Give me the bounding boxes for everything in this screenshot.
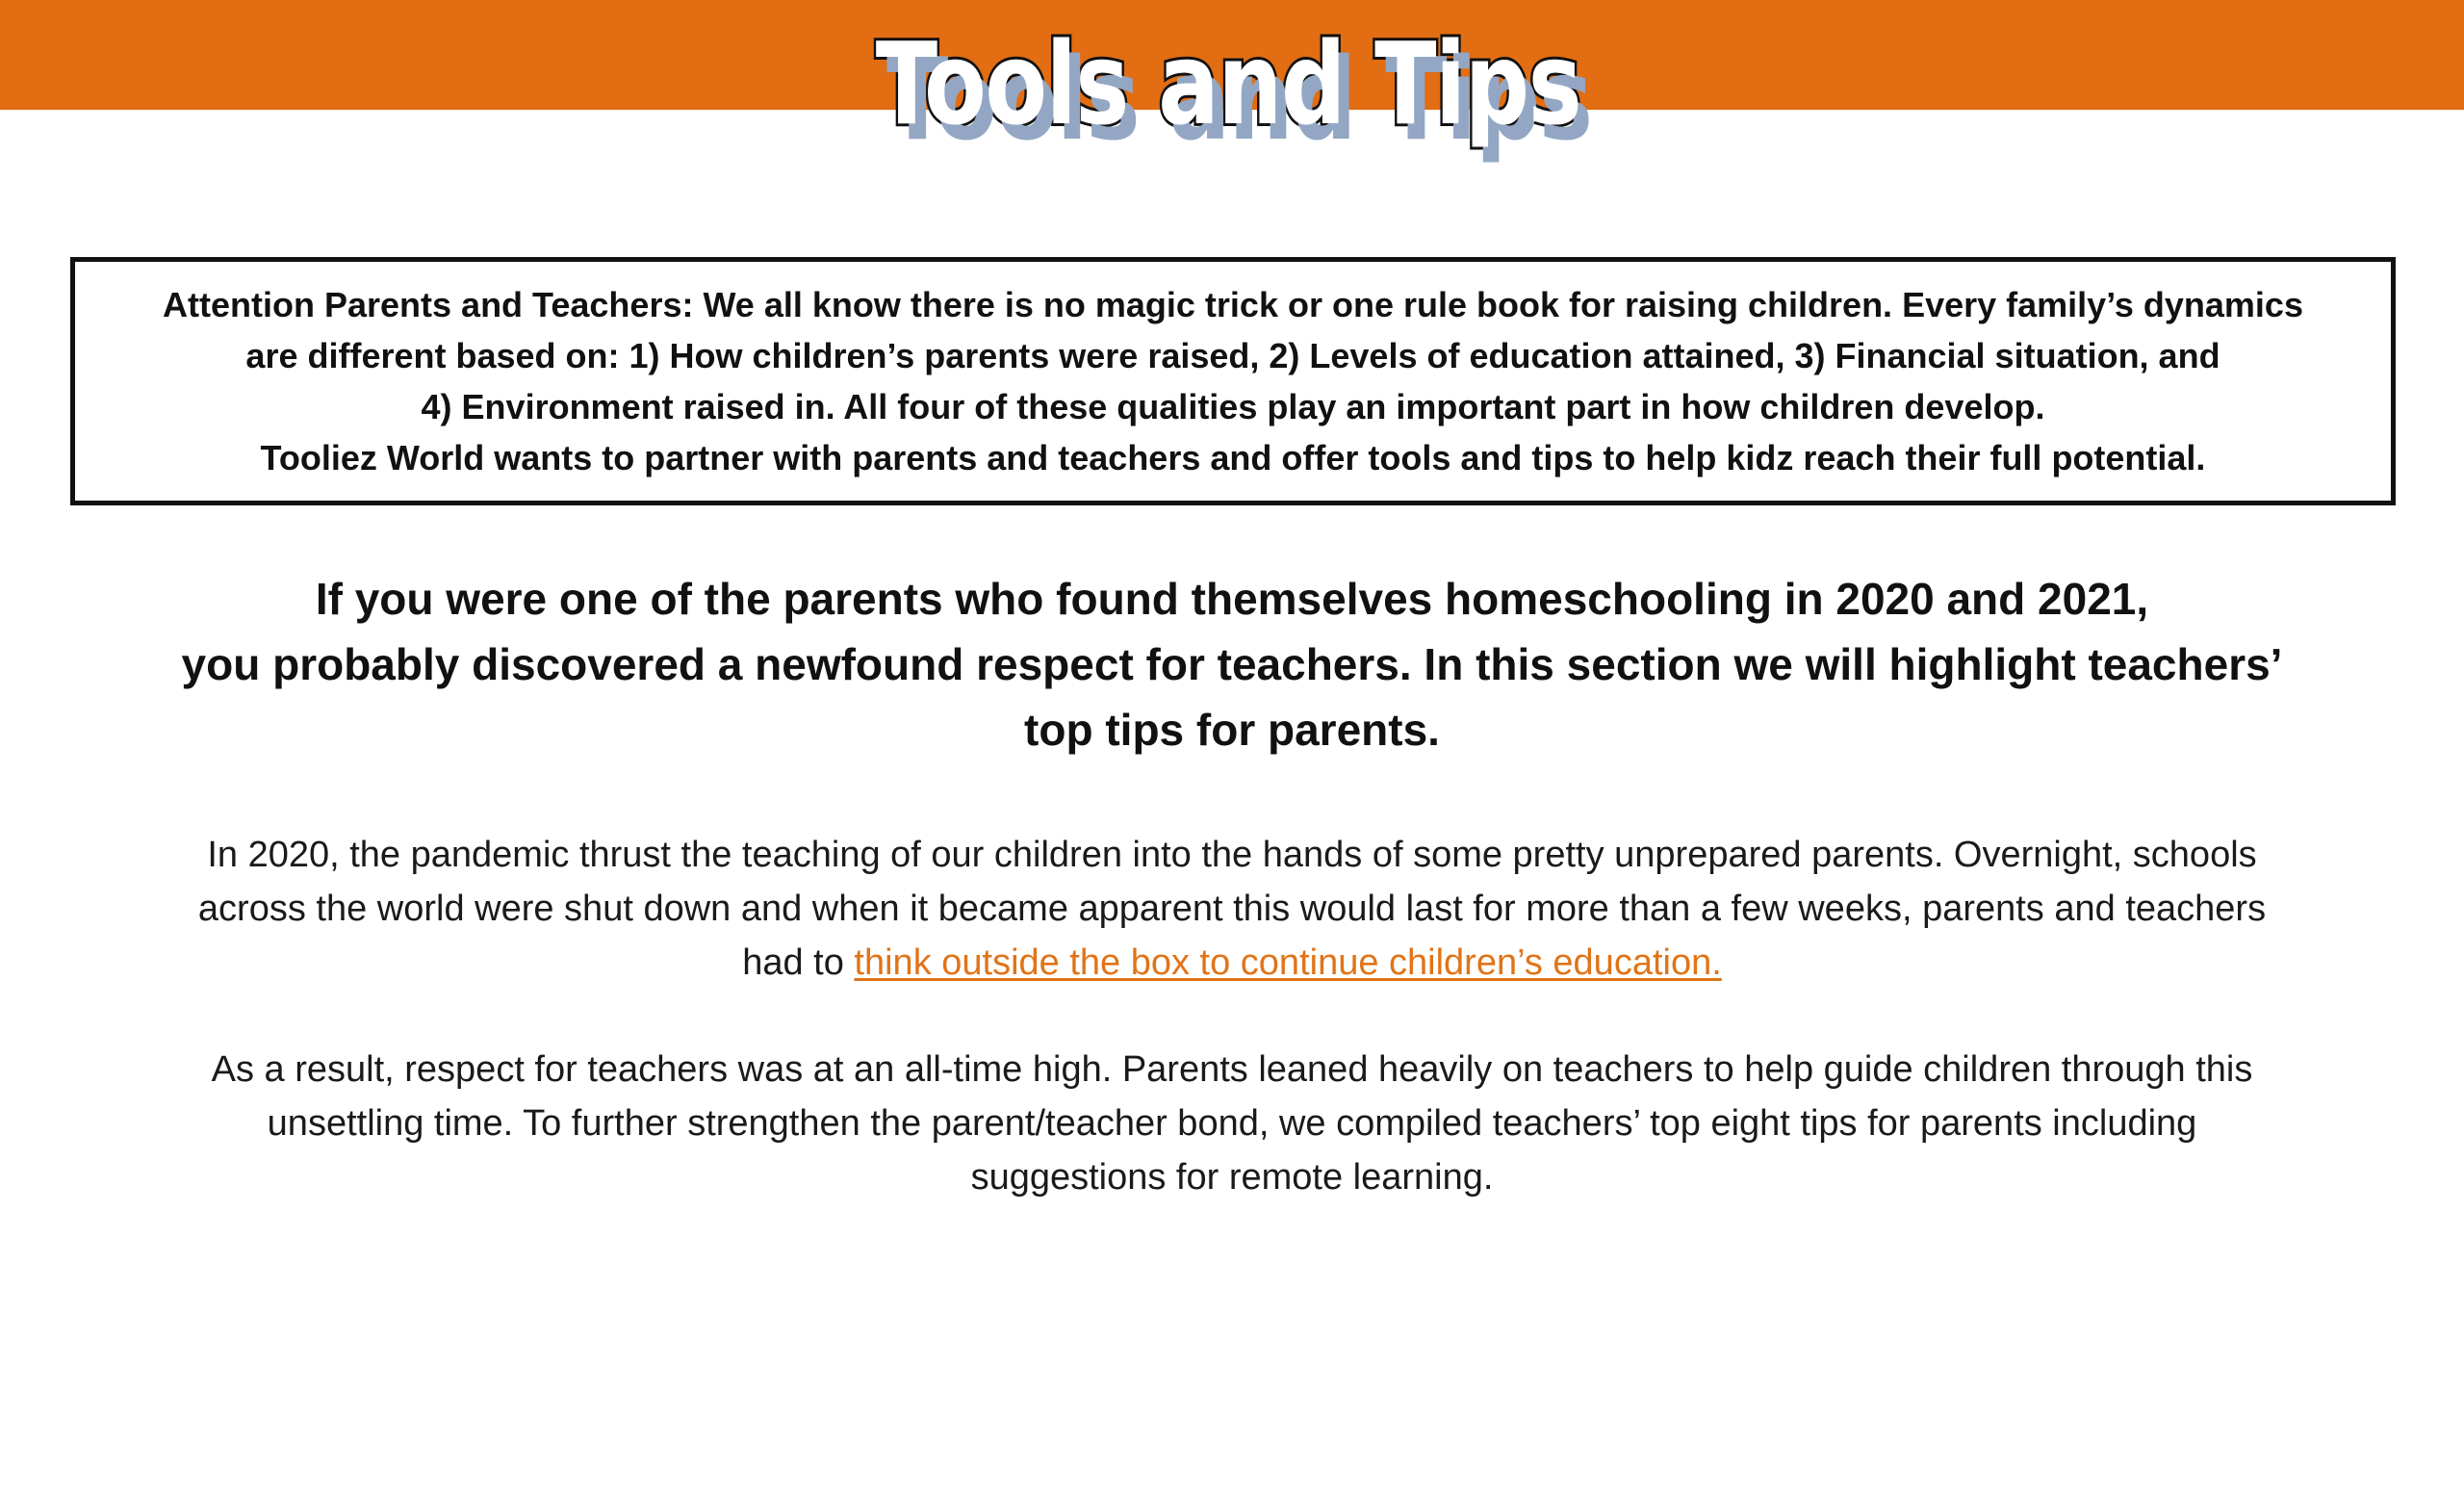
paragraph-line-prefix: had to	[742, 942, 855, 983]
attention-line: 4) Environment raised in. All four of these qualities play an important part in how children develop.	[421, 387, 2045, 426]
attention-line: are different based on: 1) How children’s parents were raised, 2) Levels of education attained, 3) Financial situation, and	[245, 336, 2220, 375]
headline-line: you probably discovered a newfound respect for teachers. In this section we will highlight teachers’	[181, 639, 2283, 689]
headline-line: If you were one of the parents who found themselves homeschooling in 2020 and 2021,	[315, 574, 2149, 624]
education-article-link[interactable]: think outside the box to continue children’s education.	[854, 942, 1722, 983]
paragraph-line: In 2020, the pandemic thrust the teaching of our children into the hands of some pretty unprepared parents. Overnight, schools	[207, 835, 2257, 875]
attention-notice-box	[70, 257, 2396, 505]
paragraph-line: across the world were shut down and when it became apparent this would last for more than a few weeks, parents and teachers	[197, 889, 2267, 929]
paragraph-line: suggestions for remote learning.	[970, 1157, 1494, 1198]
attention-line: Tooliez World wants to partner with parents and teachers and offer tools and tips to help kidz reach their full potential.	[260, 438, 2206, 477]
pandemic-paragraph	[58, 828, 2406, 990]
headline-line: top tips for parents.	[1024, 705, 1440, 755]
paragraph-line: unsettling time. To further strengthen the parent/teacher bond, we compiled teachers’ top eight tips for parents including	[267, 1103, 2197, 1144]
attention-line: Attention Parents and Teachers: We all know there is no magic trick or one rule book for raising children. Every family’s dynamics	[163, 285, 2303, 324]
section-headline	[58, 566, 2406, 762]
respect-paragraph	[58, 1043, 2406, 1204]
paragraph-line: As a result, respect for teachers was at an all-time high. Parents leaned heavily on teachers to help guide children through this	[211, 1049, 2253, 1090]
page-title: Tools and Tips	[875, 17, 1581, 150]
paragraph-line	[58, 936, 2406, 990]
